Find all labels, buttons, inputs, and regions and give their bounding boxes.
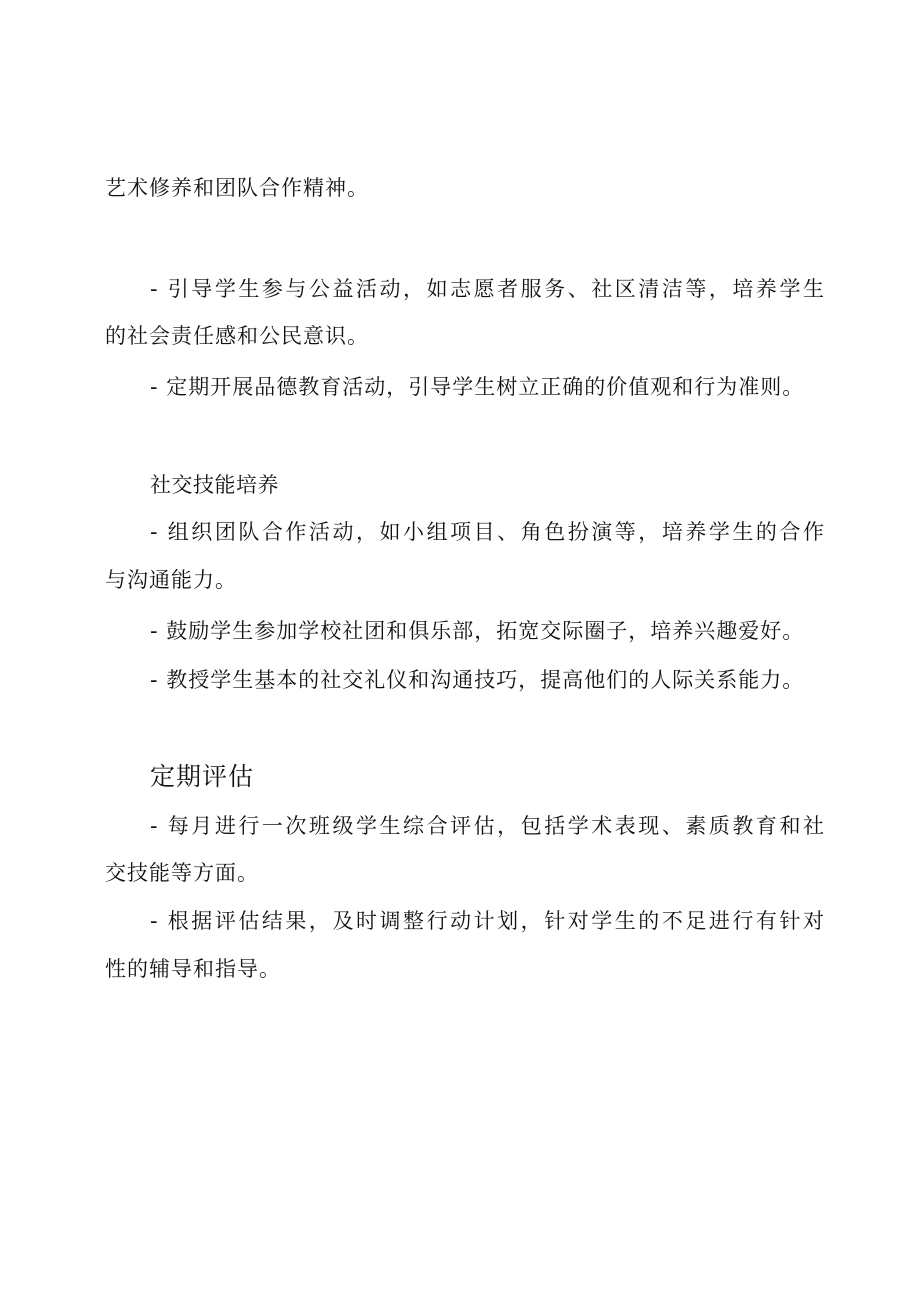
section-heading-evaluation: 定期评估 bbox=[150, 762, 255, 791]
evaluation-item-1-line-1: - 每月进行一次班级学生综合评估，包括学术表现、素质教育和社 bbox=[150, 814, 825, 838]
paragraph-continuation-line: 艺术修养和团队合作精神。 bbox=[105, 176, 369, 200]
public-service-item-1-line-2: 的社会责任感和公民意识。 bbox=[105, 324, 369, 348]
evaluation-item-2-line-1: - 根据评估结果，及时调整行动计划，针对学生的不足进行有针对 bbox=[150, 909, 825, 933]
social-skills-item-1-line-1: - 组织团队合作活动，如小组项目、角色扮演等，培养学生的合作 bbox=[150, 520, 825, 544]
public-service-item-1-line-1: - 引导学生参与公益活动，如志愿者服务、社区清洁等，培养学生 bbox=[150, 277, 825, 301]
public-service-item-2-line-1: - 定期开展品德教育活动，引导学生树立正确的价值观和行为准则。 bbox=[150, 375, 805, 399]
social-skills-item-3-line-1: - 教授学生基本的社交礼仪和沟通技巧，提高他们的人际关系能力。 bbox=[150, 668, 805, 692]
evaluation-item-1-line-2: 交技能等方面。 bbox=[105, 861, 259, 885]
section-heading-social-skills: 社交技能培养 bbox=[150, 473, 279, 497]
evaluation-item-2-line-2: 性的辅导和指导。 bbox=[105, 957, 281, 981]
social-skills-item-1-line-2: 与沟通能力。 bbox=[105, 568, 237, 592]
social-skills-item-2-line-1: - 鼓励学生参加学校社团和俱乐部，拓宽交际圈子，培养兴趣爱好。 bbox=[150, 619, 805, 643]
